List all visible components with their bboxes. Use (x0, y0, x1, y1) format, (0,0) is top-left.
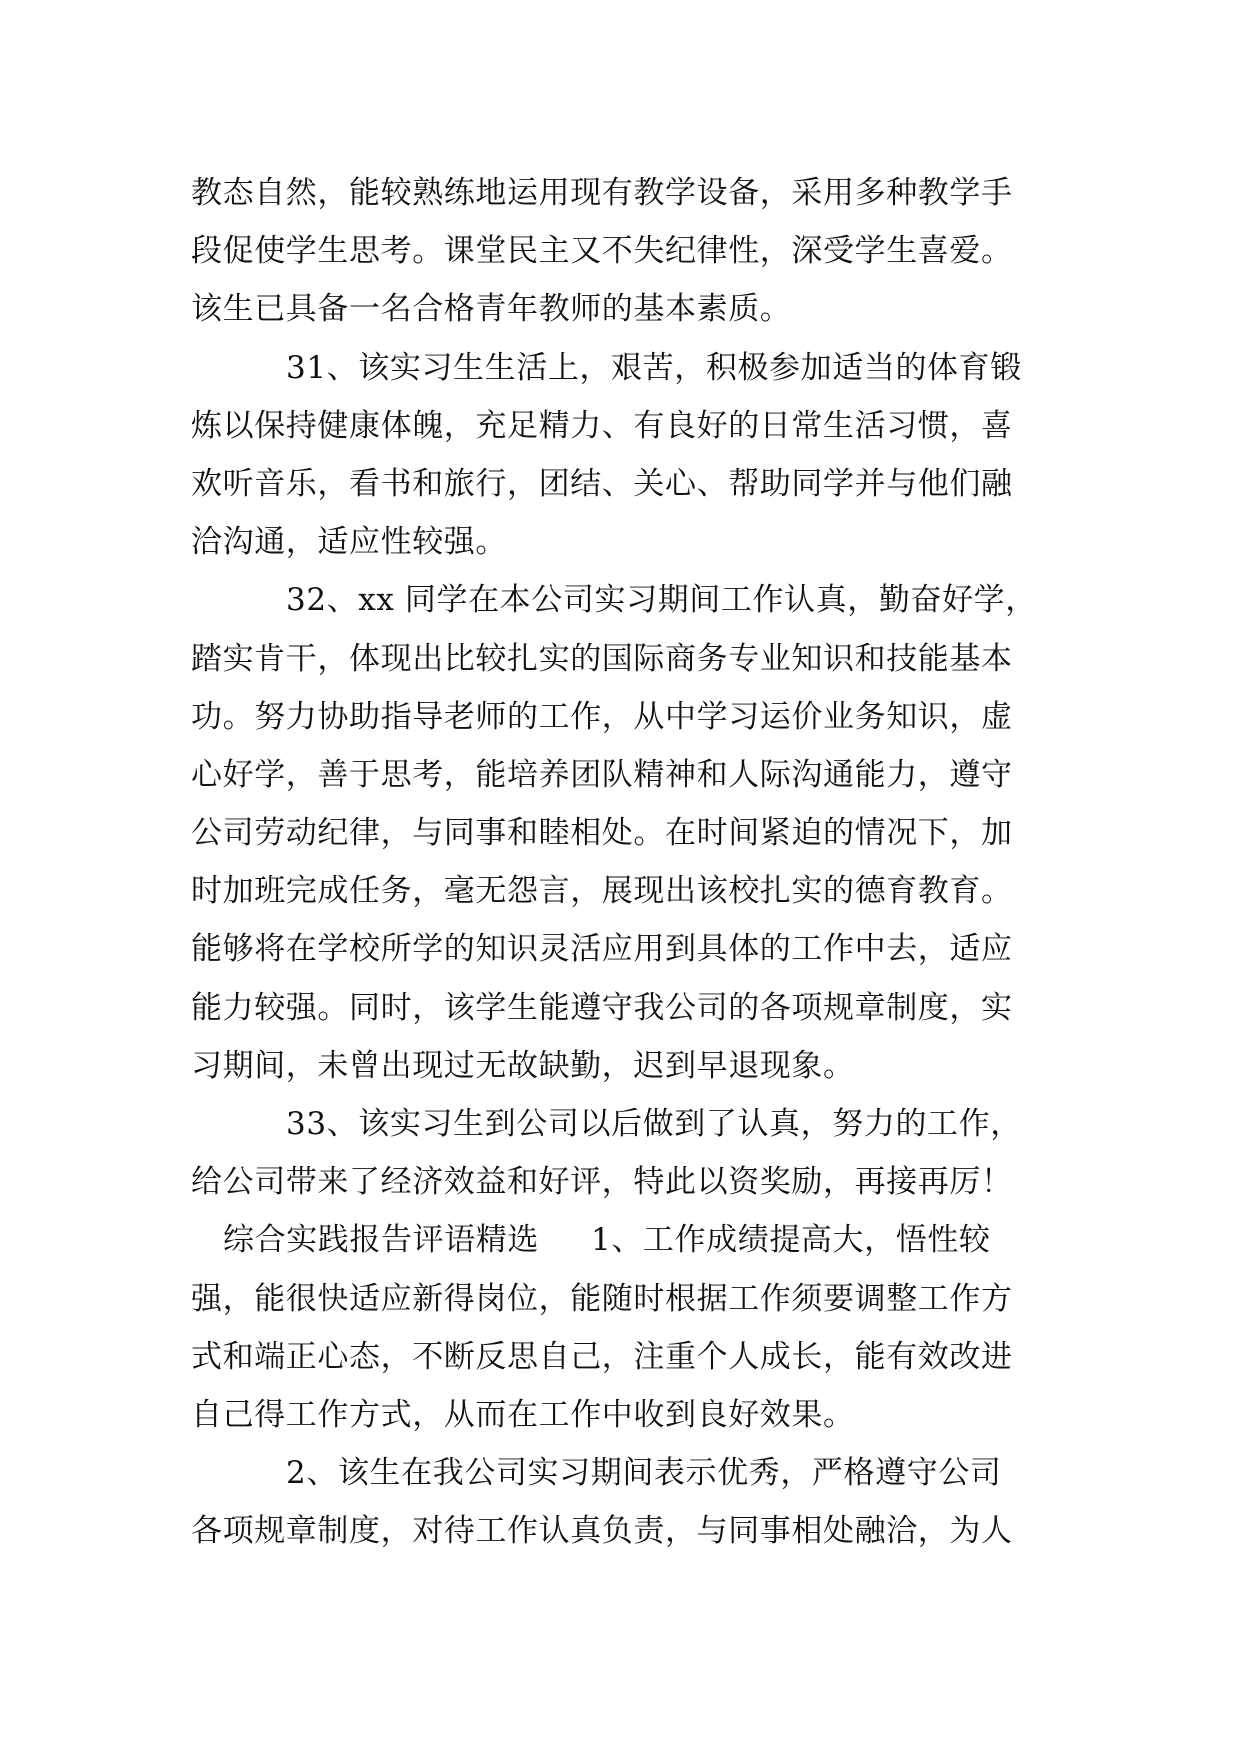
text-line: 功。努力协助指导老师的工作，从中学习运价业务知识，虚 (191, 698, 1013, 735)
text-line: 心好学，善于思考，能培养团队精神和人际沟通能力，遵守 (191, 756, 1013, 793)
text-line: 时加班完成任务，毫无怨言，展现出该校扎实的德育教育。 (191, 873, 1013, 910)
text-line: 式和端正心态，不断反思自己，注重个人成长，能有效改进 (191, 1338, 1013, 1375)
text-line: 教态自然，能较熟练地运用现有教学设备，采用多种教学手 (191, 175, 1013, 211)
text-line: 洽沟通，适应性较强。 (191, 524, 507, 561)
paragraph-33-start: 33、该实习生到公司以后做到了认真，努力的工作， (286, 1106, 1022, 1142)
text-line: 习期间，未曾出现过无故缺勤，迟到早退现象。 (191, 1047, 855, 1084)
text-line: 踏实肯干，体现出比较扎实的国际商务专业知识和技能基本 (191, 640, 1013, 677)
text-line: 强，能很快适应新得岗位，能随时根据工作须要调整工作方 (191, 1280, 1013, 1317)
text-line: 公司劳动纪律，与同事和睦相处。在时间紧迫的情况下，加 (191, 815, 1013, 852)
text-line: 自己得工作方式，从而在工作中收到良好效果。 (191, 1396, 855, 1433)
paragraph-32-start: 32、xx 同学在本公司实习期间工作认真，勤奋好学， (286, 582, 1037, 619)
text-line: 各项规章制度，对待工作认真负责，与同事相处融洽，为人 (191, 1513, 1013, 1550)
text-line: 给公司带来了经济效益和好评，特此以资奖励，再接再厉！ (191, 1164, 1013, 1201)
section-heading-line (191, 1211, 1051, 1269)
text-line: 段促使学生思考。课堂民主又不失纪律性，深受学生喜爱。 (191, 233, 1013, 270)
text-line: 能够将在学校所学的知识灵活应用到具体的工作中去，适应 (191, 931, 1013, 968)
text-line: 能力较强。同时，该学生能遵守我公司的各项规章制度，实 (191, 989, 1013, 1026)
text-line: 炼以保持健康体魄，充足精力、有良好的日常生活习惯，喜 (191, 407, 1013, 444)
text-line: 该生已具备一名合格青年教师的基本素质。 (191, 291, 792, 328)
text-line: 欢听音乐，看书和旅行，团结、关心、帮助同学并与他们融 (191, 465, 1013, 502)
document-body (191, 164, 1051, 1561)
paragraph-31-start: 31、该实习生生活上，艰苦，积极参加适当的体育锻 (286, 349, 1022, 386)
paragraph-2-start: 2、该生在我公司实习期间表示优秀，严格遵守公司 (286, 1455, 1002, 1492)
section-heading: 综合实践报告评语精选 (223, 1222, 539, 1259)
paragraph-1-start: 1、工作成绩提高大，悟性较 (591, 1222, 991, 1259)
